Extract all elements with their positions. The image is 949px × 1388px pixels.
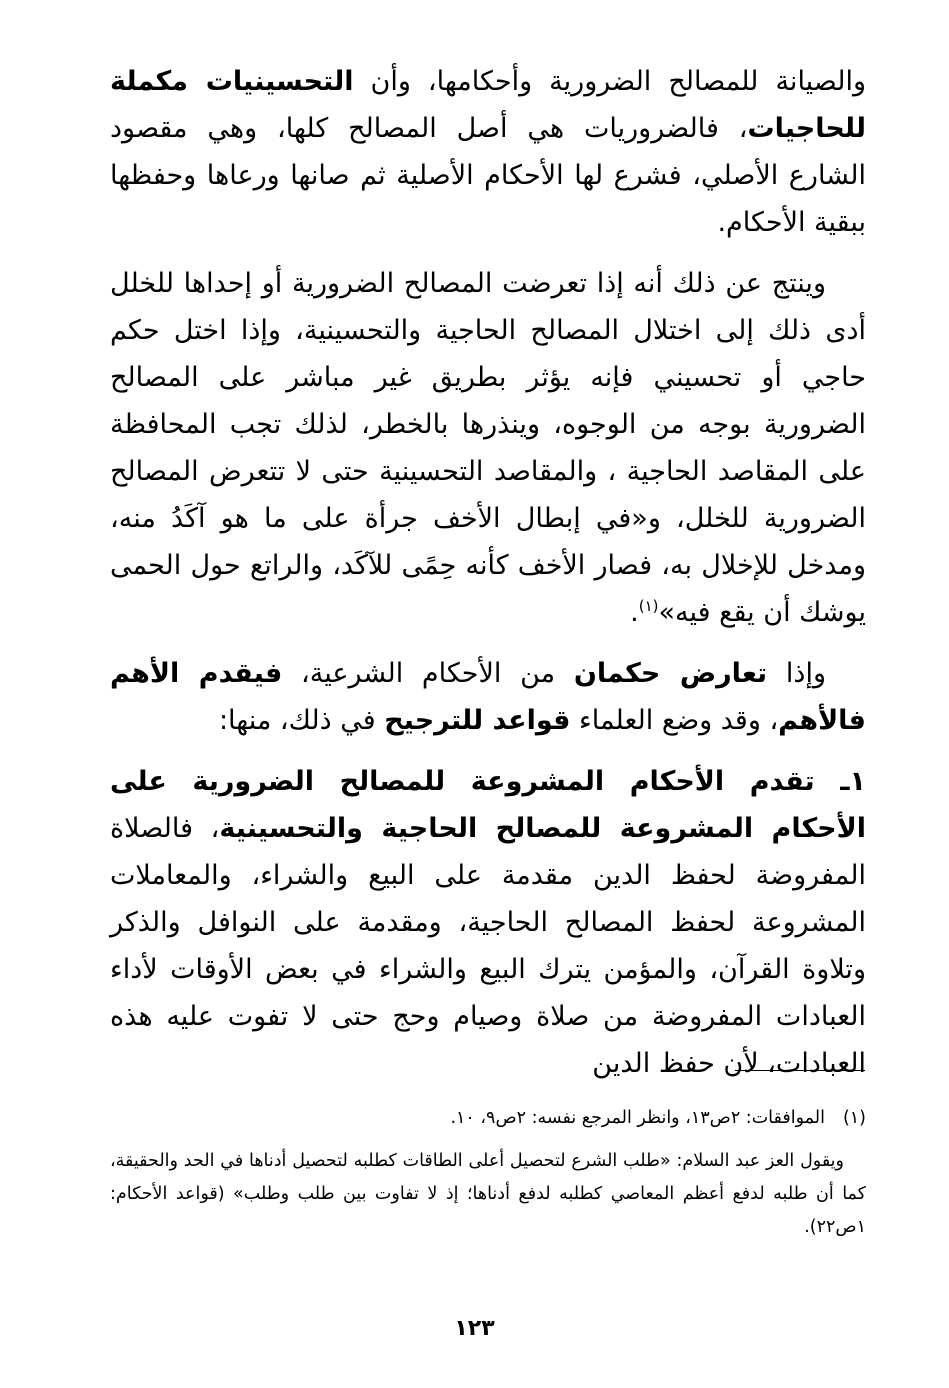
bold-term: فيقدم الأهم فالأهم	[110, 658, 866, 736]
bold-term: تعارض حكمان	[573, 658, 768, 689]
footnote-divider	[735, 1070, 865, 1071]
paragraph-3	[110, 650, 866, 744]
text-run: ، فالصلاة المفروضة لحفظ الدين مقدمة على البيع والشراء، والمعاملات المشروعة لحفظ المصالح الحاجية، ومقدمة على النوافل والذكر وتلاوة القرآن، والمؤمن يترك البيع والشراء في بعض الأوقات لأداء العبادات المفروضة من صلاة وصيام وحج حتى لا تفوت عليه هذه العبادات، لأن حفظ الدين	[110, 813, 866, 1079]
footnote-text: الموافقات: ٢ص١٣، وانظر المرجع نفسه: ٢ص٩، ١٠.	[450, 1108, 825, 1128]
text-run: ، وقد وضع العلماء	[570, 705, 779, 736]
text-run: وإذا	[767, 658, 826, 689]
text-run: والصيانة للمصالح الضرورية وأحكامها، وأن	[353, 66, 866, 97]
footnote-number: (١)	[842, 1108, 866, 1128]
paragraph-2	[110, 260, 866, 636]
bold-term: التحسينيات مكملة للحاجيات	[110, 66, 866, 144]
rule-heading: ١ـ تقدم الأحكام المشروعة للمصالح الضرورية على الأحكام المشروعة للمصالح الحاجية والتحسينية	[110, 766, 866, 844]
main-text	[110, 58, 866, 1101]
text-run: من الأحكام الشرعية،	[282, 658, 574, 689]
paragraph-1	[110, 58, 866, 246]
footnote-1	[110, 1102, 866, 1135]
footnotes	[110, 1102, 866, 1244]
footnote-reference[interactable]: (١)	[638, 597, 659, 615]
text-run: ، فالضروريات هي أصل المصالح كلها، وهي مقصود الشارع الأصلي، فشرع لها الأحكام الأصلية ثم صانها ورعاها وحفظها ببقية الأحكام.	[110, 113, 866, 238]
page-number: ١٢٣	[454, 1316, 495, 1341]
text-run: في ذلك، منها:	[218, 705, 385, 736]
footnote-1-continuation: ويقول العز عبد السلام: «طلب الشرع لتحصيل أعلى الطاقات كطلبه لتحصيل أدناها في الحد والحقيقة، كما أن طلبه لدفع أعظم المعاصي كطلبه لدفع أدناها؛ إذ لا تفاوت بين طلب وطلب» (قواعد الأحكام: ١ص٢٢).	[110, 1151, 866, 1237]
paragraph-4	[110, 758, 866, 1087]
text-run: وينتج عن ذلك أنه إذا تعرضت المصالح الضرورية أو إحداها للخلل أدى ذلك إلى اختلال المصالح الحاجية والتحسينية، وإذا اختل حكم حاجي أو تحسيني فإنه يؤثر بطريق غير مباشر على المصالح الضرورية بوجه من الوجوه، وينذرها بالخطر، لذلك تجب المحافظة على المقاصد الحاجية ، والمقاصد التحسينية حتى لا تتعرض المصالح الضرورية للخلل، و«في إبطال الأخف جرأة على ما هو آكَدُ منه، ومدخل للإخلال به، فصار الأخف كأنه حِمًى للآكَد، والراتع حول الحمى يوشك أن يقع فيه»	[110, 268, 866, 628]
text-run: .	[630, 597, 639, 628]
bold-term: قواعد للترجيح	[384, 705, 571, 736]
